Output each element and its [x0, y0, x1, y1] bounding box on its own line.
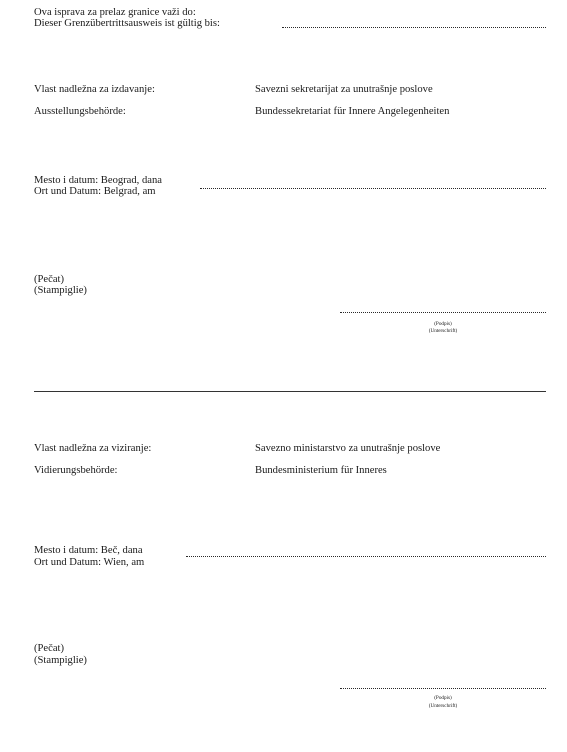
issuing-authority-value-sr: Savezni sekretarijat za unutrašnje poslove	[255, 84, 433, 95]
visa-seal-label-de: (Stampiglie)	[34, 655, 87, 666]
validity-label-de: Dieser Grenzübertrittsausweis ist gültig bis:	[34, 18, 220, 29]
issuing-authority-label-de: Ausstellungsbehörde:	[34, 106, 126, 117]
issuing-place-date-sr: Mesto i datum: Beograd, dana	[34, 175, 162, 186]
visa-seal-label-sr: (Pečat)	[34, 643, 64, 654]
issuing-seal-label-sr: (Pečat)	[34, 274, 64, 285]
visa-place-date-dotted-line[interactable]	[186, 556, 546, 557]
issuing-signature-label-sr: (Podpis)	[434, 321, 452, 327]
issuing-authority-value-de: Bundessekretariat für Innere Angelegenheiten	[255, 106, 450, 117]
validity-dotted-line[interactable]	[282, 27, 546, 28]
visa-authority-label-sr: Vlast nadležna za viziranje:	[34, 443, 152, 454]
issuing-place-date-de: Ort und Datum: Belgrad, am	[34, 186, 156, 197]
visa-authority-value-de: Bundesministerium für Inneres	[255, 465, 387, 476]
visa-signature-label-de: (Unterschrift)	[428, 703, 458, 709]
issuing-authority-label-sr: Vlast nadležna za izdavanje:	[34, 84, 155, 95]
issuing-seal-label-de: (Stampiglie)	[34, 285, 87, 296]
visa-authority-label-de: Vidierungsbehörde:	[34, 465, 118, 476]
issuing-place-date-dotted-line[interactable]	[200, 188, 546, 189]
visa-place-date-sr: Mesto i datum: Beč, dana	[34, 545, 143, 556]
issuing-signature-label-de: (Unterschrift)	[428, 328, 458, 334]
section-separator	[34, 391, 546, 392]
issuing-signature-dotted-line[interactable]	[340, 312, 546, 313]
visa-place-date-de: Ort und Datum: Wien, am	[34, 557, 145, 568]
visa-authority-value-sr: Savezno ministarstvo za unutrašnje poslove	[255, 443, 441, 454]
visa-signature-label-sr: (Podpis)	[434, 695, 452, 701]
visa-signature-dotted-line[interactable]	[340, 688, 546, 689]
validity-label-sr: Ova isprava za prelaz granice važi do:	[34, 7, 196, 18]
